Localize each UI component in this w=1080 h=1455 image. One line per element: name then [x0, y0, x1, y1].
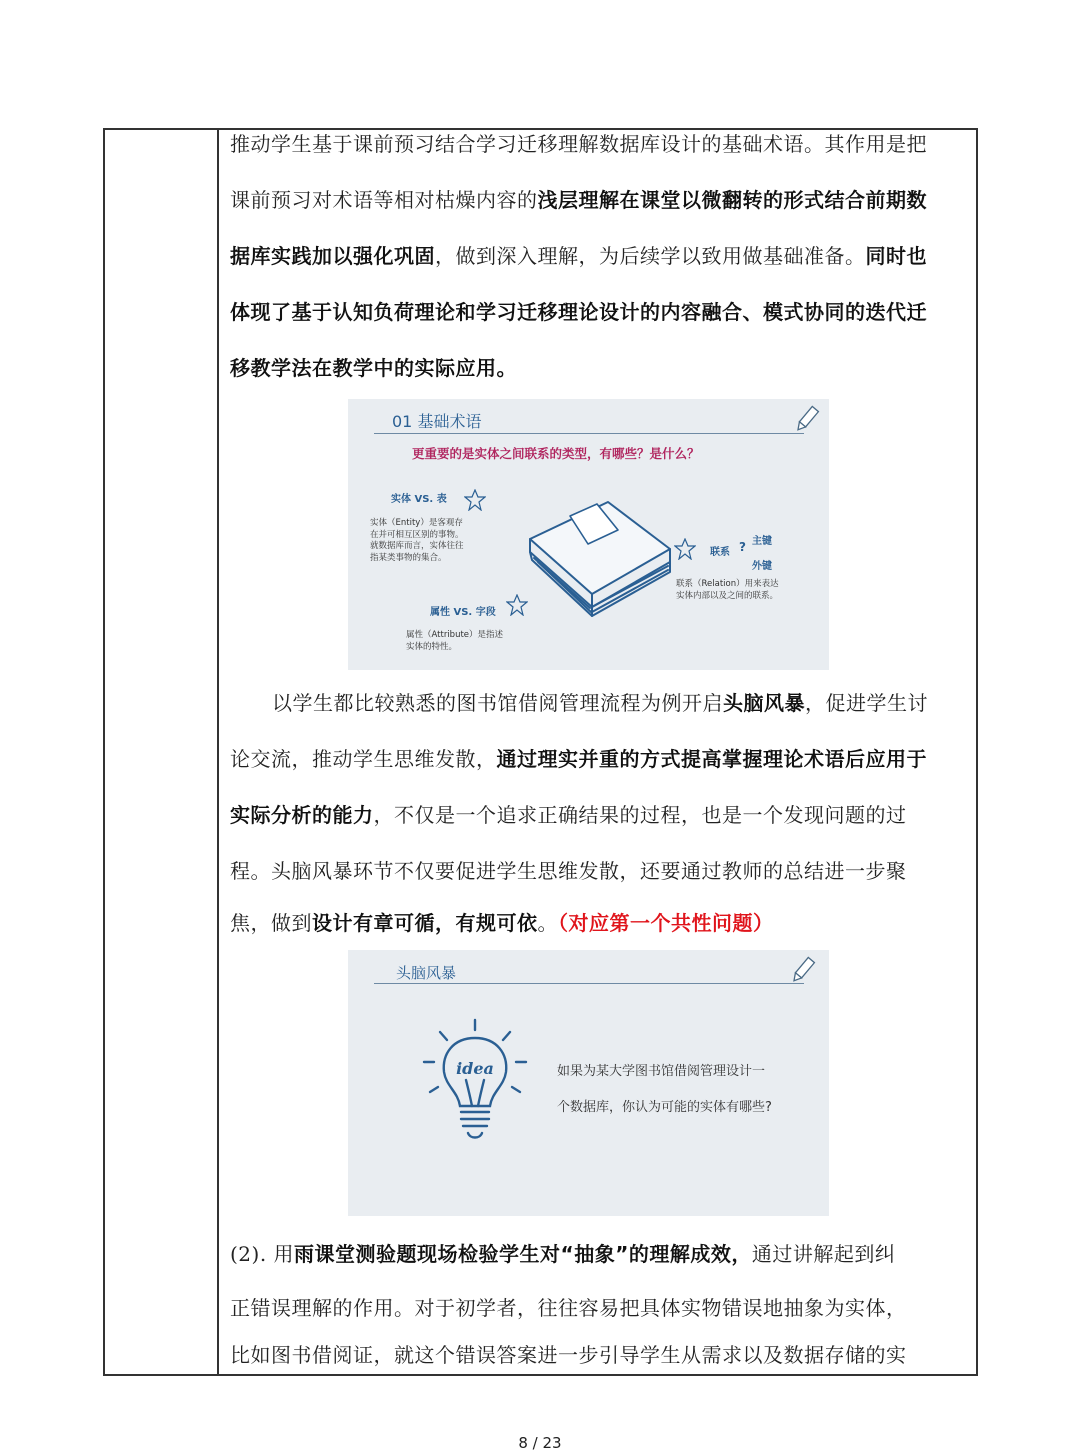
para1-line-4: 体现了基于认知负荷理论和学习迁移理论设计的内容融合、模式协同的迭代迁 [230, 300, 927, 324]
entity-heading: 实体 VS. 表 [391, 494, 447, 505]
slide2-question-line-2: 个数据库，你认为可能的实体有哪些? [557, 1100, 772, 1115]
primary-key-label: 主键 [752, 536, 772, 547]
slide2-question-line-1: 如果为某大学图书馆借阅管理设计一 [557, 1064, 766, 1079]
para3-line-1: (2). 用雨课堂测验题现场检验学生对“抽象”的理解成效，通过讲解起到纠 [230, 1242, 896, 1266]
para2-line-4: 程。头脑风暴环节不仅要促进学生思维发散，还要通过教师的总结进一步聚 [230, 859, 907, 883]
paragraph-1 [230, 116, 972, 396]
bulb-word: idea [456, 1059, 494, 1078]
entity-text: 实体（Entity）是客观存 在并可相互区别的事物。 就数据库而言，实体往往 指某类事物的集合。 [370, 518, 464, 563]
para1-line-1: 推动学生基于课前预习结合学习迁移理解数据库设计的基础术语。其作用是把 [230, 132, 927, 156]
slide2-title: 头脑风暴 [396, 964, 457, 982]
lightbulb-icon [420, 1016, 530, 1146]
slide1-question: 更重要的是实体之间联系的类型，有哪些？是什么？ [412, 446, 700, 461]
foreign-key-label: 外键 [752, 561, 772, 572]
para1-line-3: 据库实践加以强化巩固，做到深入理解，为后续学以致用做基础准备。同时也 [230, 244, 927, 268]
page-number: 8 / 23 [518, 1434, 562, 1452]
para2-line-2: 论交流，推动学生思维发散，通过理实并重的方式提高掌握理论术语后应用于 [230, 747, 927, 771]
attribute-text: 属性（Attribute）是指述 实体的特性。 [406, 630, 504, 652]
para2-line-5: 焦，做到设计有章可循，有规可依。（对应第一个共性问题） [230, 911, 774, 935]
pencil-icon [792, 404, 822, 434]
para1-line-5: 移教学法在教学中的实际应用。 [230, 356, 517, 380]
pencil-icon [788, 955, 818, 985]
slide1-title: 01 基础术语 [392, 412, 482, 431]
slide-basic-terms [348, 399, 829, 670]
attribute-heading: 属性 VS. 字段 [430, 607, 496, 618]
relation-heading: 联系 [710, 547, 730, 558]
slide1-title-rule [374, 433, 804, 434]
paragraph-3 [230, 1225, 972, 1377]
star-icon [464, 489, 486, 511]
slide-brainstorm [348, 950, 829, 1216]
para3-line-3: 比如图书借阅证，就这个错误答案进一步引导学生从需求以及数据存储的实 [230, 1343, 907, 1367]
para2-line-1: 以学生都比较熟悉的图书馆借阅管理流程为例开启头脑风暴，促进学生讨 [272, 691, 928, 715]
para2-line-3: 实际分析的能力，不仅是一个追求正确结果的过程，也是一个发现问题的过 [230, 803, 907, 827]
para3-line-2: 正错误理解的作用。对于初学者，往往容易把具体实物错误地抽象为实体， [230, 1296, 907, 1320]
star-icon [674, 538, 696, 560]
relation-text: 联系（Relation）用来表达 实体内部以及之间的联系。 [676, 579, 779, 601]
paragraph-2 [230, 675, 972, 951]
table-column-divider [217, 128, 219, 1376]
relation-question-mark: ? [739, 540, 746, 554]
slide2-title-rule [374, 983, 804, 984]
star-icon [506, 594, 528, 616]
book-illustration [520, 494, 680, 624]
para1-line-2: 课前预习对术语等相对枯燥内容的浅层理解在课堂以微翻转的形式结合前期数 [230, 188, 927, 212]
